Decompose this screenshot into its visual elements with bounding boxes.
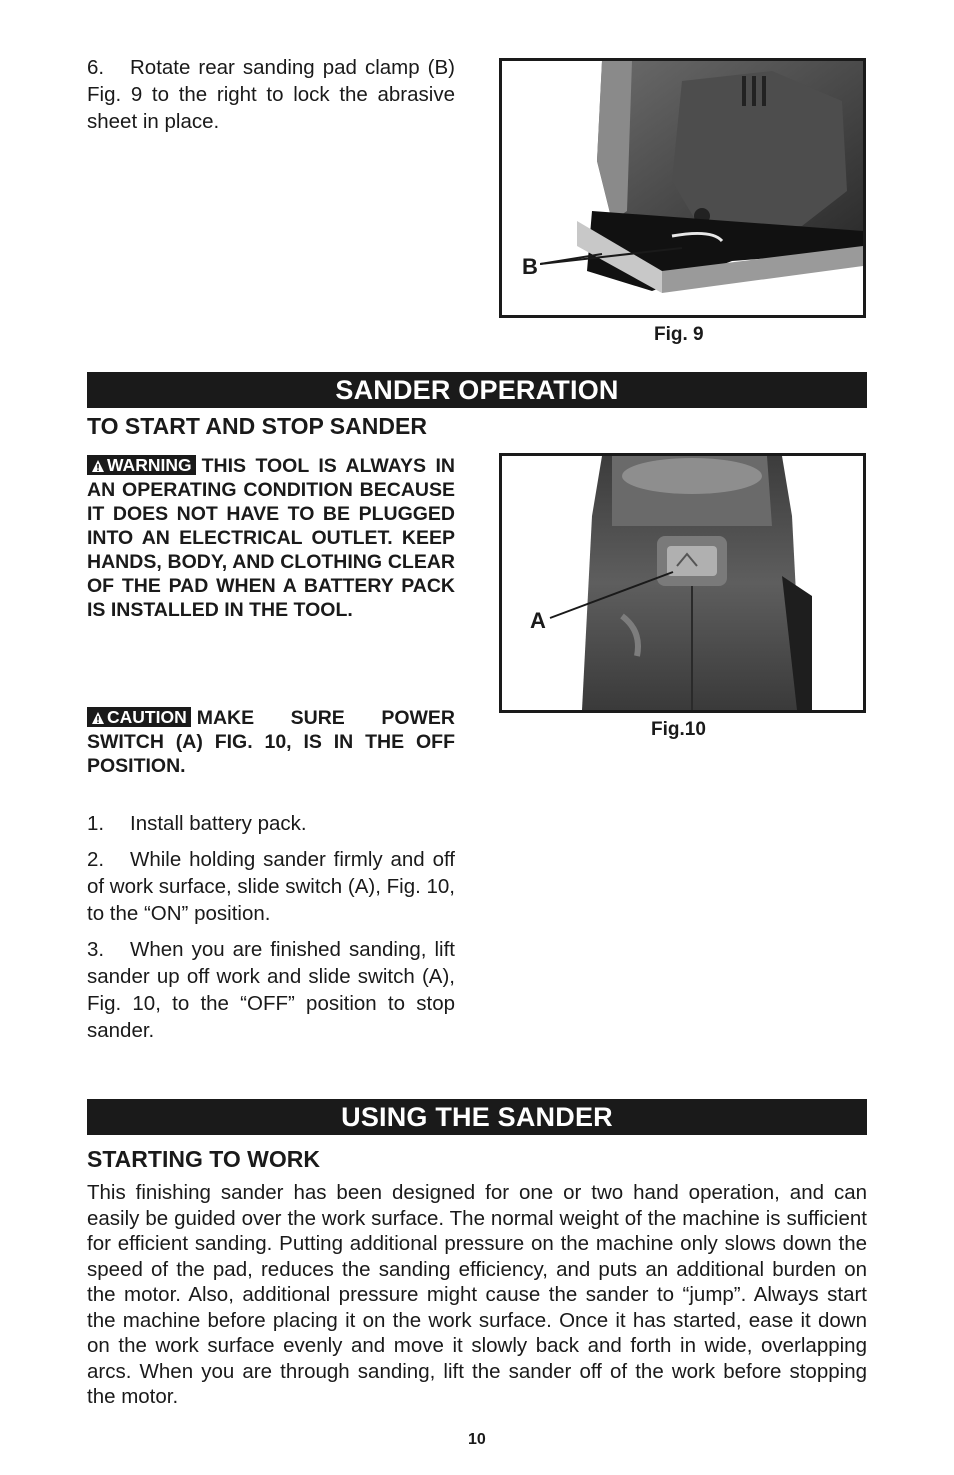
warning-label-text: WARNING [107,455,192,475]
step-number: 1. [87,812,105,835]
caution-label-text: CAUTION [107,707,187,727]
fig-9-caption: Fig. 9 [654,324,704,345]
fig-10-caption: Fig.10 [651,719,706,740]
list-item [87,936,455,1044]
page-number: 10 [468,1431,486,1448]
warning-label [87,455,196,475]
step-number: 3. [87,938,105,961]
step-text: When you are finished sanding, lift sander up off work and slide switch (A), Fig. 10, to the “OFF” position to stop sander. [87,938,455,1042]
step-text: Install battery pack. [130,812,307,835]
subheading-start-stop: TO START AND STOP SANDER [87,413,427,439]
warning-triangle-icon [91,459,105,473]
caution-block [87,706,455,778]
warning-block [87,454,455,622]
section-heading-using-sander: USING THE SANDER [87,1099,867,1135]
starting-to-work-paragraph: This finishing sander has been designed for one or two hand operation, and can easily be guided over the work surface. The normal weight of the machine is sufficient for efficient sanding. Putting additional pressure on the machine only slows down the speed of the pad, reduces the sanding efficiency, and puts an additional burden on the motor. Also, additional pressure might cause the sander to “jump”. Always start the machine before placing it on the work surface. Once it has started, ease it down on the work surface evenly and move it slowly back and forth in wide, overlapping arcs. When you are through sanding, lift the sander off of the work before stopping the motor. [87,1181,867,1408]
step-6 [87,54,455,135]
warning-text: THIS TOOL IS ALWAYS IN AN OPERATING CONDITION BECAUSE IT DOES NOT HAVE TO BE PLUGGED INTO AN ELECTRICAL OUTLET. KEEP HANDS, BODY, AND CLOTHING CLEAR OF THE PAD WHEN A BATTERY PACK IS INSTALLED IN THE TOOL. [87,455,455,621]
callout-b: B [522,254,538,279]
step-number: 2. [87,848,105,871]
section-heading-sander-operation: SANDER OPERATION [87,372,867,408]
caution-triangle-icon [91,711,105,725]
list-item [87,846,455,927]
step-number: 6. [87,56,105,79]
callout-a-leader-line [548,562,678,622]
callout-b-leader-lines [540,240,690,280]
step-text: Rotate rear sanding pad clamp (B) Fig. 9 to the right to lock the abrasive sheet in place. [87,56,455,133]
list-item [87,810,455,837]
callout-a: A [530,608,546,633]
caution-text: MAKE SURE POWER SWITCH (A) FIG. 10, IS IN THE OFF POSITION. [87,707,455,777]
operation-steps [87,810,455,1053]
step-text: While holding sander firmly and off of work surface, slide switch (A), Fig. 10, to the “ON” position. [87,848,455,925]
subheading-starting-to-work: STARTING TO WORK [87,1146,320,1172]
caution-label [87,707,191,727]
